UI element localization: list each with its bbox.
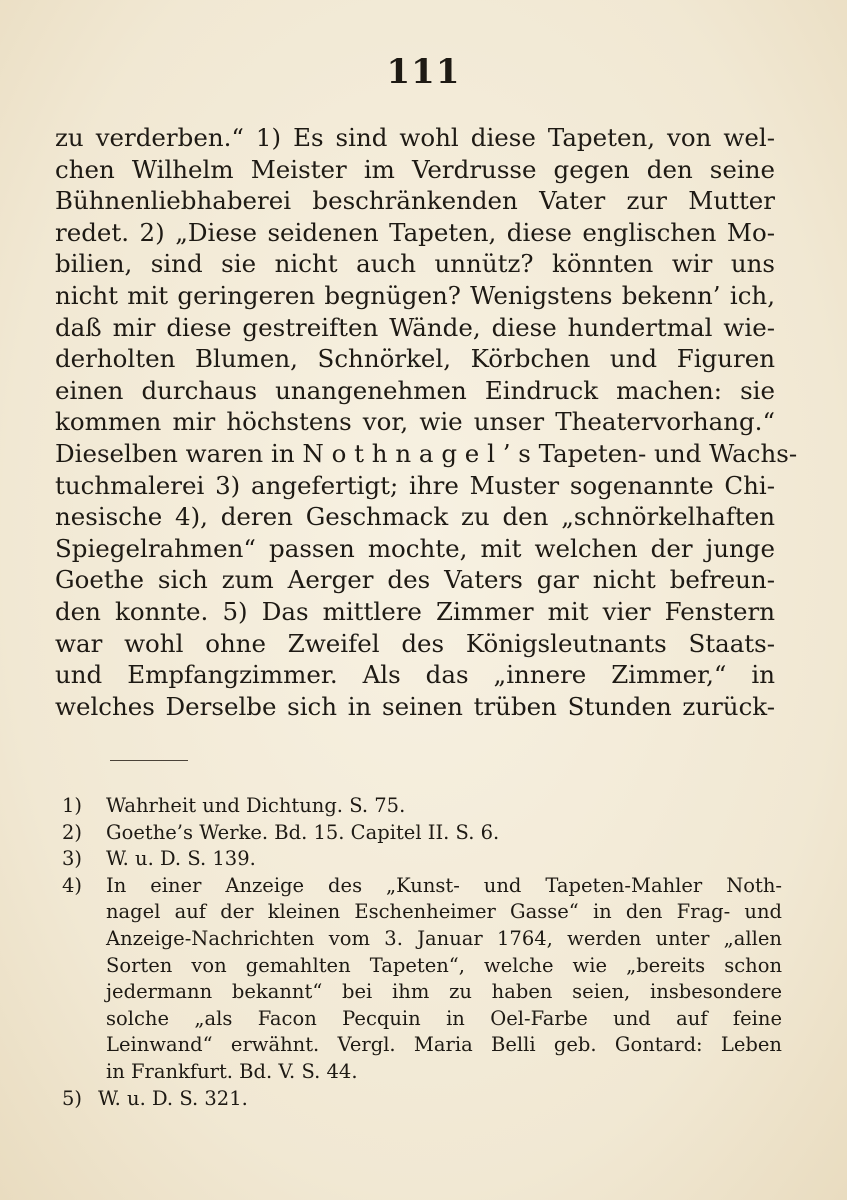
text-line: tuchmalerei 3) angefertigt; ihre Muster sogenannte Chi- (55, 470, 775, 500)
text-line: einen durchaus unangenehmen Eindruck machen: sie (55, 375, 775, 405)
page-number: 111 (386, 52, 461, 92)
text-line: war wohl ohne Zweifel des Königsleutnants Staats- (55, 628, 775, 658)
footnote-4-continuation: in Frankfurt. Bd. V. S. 44. (106, 1059, 358, 1083)
footnote-4-continuation: Anzeige-Nachrichten vom 3. Januar 1764, werden unter „allen (106, 926, 782, 950)
footnote-4-continuation: Leinwand“ erwähnt. Vergl. Maria Belli geb. Gontard: Leben (106, 1033, 782, 1057)
footnote-number: 3) (62, 847, 83, 871)
footnote-separator (110, 760, 188, 761)
footnote-5 (62, 1086, 782, 1113)
text-line: bilien, sind sie nicht auch unnütz? könnten wir uns (55, 249, 775, 279)
footnote-4-continuation: Sorten von gemahlten Tapeten“, welche wie „bereits schon (106, 953, 782, 977)
text-line: welches Derselbe sich in seinen trüben Stunden zurück- (55, 691, 775, 721)
text-line: redet. 2) „Diese seidenen Tapeten, diese englischen Mo- (55, 217, 775, 247)
footnote-number: 5) (62, 1086, 83, 1110)
text-line: Goethe sich zum Aerger des Vaters gar nicht befreun- (55, 565, 775, 595)
footnote-2 (62, 820, 782, 847)
text-line: Bühnenliebhaberei beschränkenden Vater zur Mutter (55, 186, 775, 216)
text-line: zu verderben.“ 1) Es sind wohl diese Tapeten, von wel- (55, 123, 775, 152)
text-line: nicht mit geringeren begnügen? Wenigstens bekenn’ ich, (55, 280, 775, 310)
footnote-1 (62, 793, 782, 820)
text-line: chen Wilhelm Meister im Verdrusse gegen den seine (55, 154, 775, 184)
text-line: den konnte. 5) Das mittlere Zimmer mit vier Fenstern (55, 596, 775, 626)
footnote-text: W. u. D. S. 321. (98, 1086, 248, 1110)
text-line: nesische 4), deren Geschmack zu den „schnörkelhaften (55, 502, 775, 532)
footnote-number: 4) (62, 873, 83, 897)
footnote-4-continuation: jedermann bekannt“ bei ihm zu haben seien, insbesondere (106, 980, 782, 1004)
footnote-number: 2) (62, 820, 83, 844)
text-line: kommen mir höchstens vor, wie unser Theatervorhang.“ (55, 407, 775, 437)
footnote-text-line: In einer Anzeige des „Kunst- und Tapeten-Mahler Noth- (106, 873, 782, 897)
footnotes (62, 793, 782, 1112)
text-line: Spiegelrahmen“ passen mochte, mit welchen der junge (55, 533, 775, 563)
footnote-3 (62, 846, 782, 873)
text-line: derholten Blumen, Schnörkel, Körbchen und Figuren (55, 344, 775, 374)
footnote-number: 1) (62, 794, 83, 817)
main-text (55, 122, 798, 722)
footnote-4 (62, 873, 782, 900)
footnote-4-continuation: solche „als Facon Pecquin in Oel-Farbe und auf feine (106, 1006, 782, 1030)
text-line: und Empfangzimmer. Als das „innere Zimmer,“ in (55, 660, 775, 690)
text-line: Dieselben waren in N o t h n a g e l ’ s Tapeten- und Wachs- (55, 438, 798, 468)
footnote-4-continuation: nagel auf der kleinen Eschenheimer Gasse“ in den Frag- und (106, 900, 782, 924)
footnote-text: W. u. D. S. 139. (106, 847, 256, 871)
text-line: daß mir diese gestreiften Wände, diese hundertmal wie- (55, 312, 775, 342)
footnote-text: Goethe’s Werke. Bd. 15. Capitel II. S. 6. (106, 820, 500, 844)
footnote-text: Wahrheit und Dichtung. S. 75. (106, 794, 406, 817)
